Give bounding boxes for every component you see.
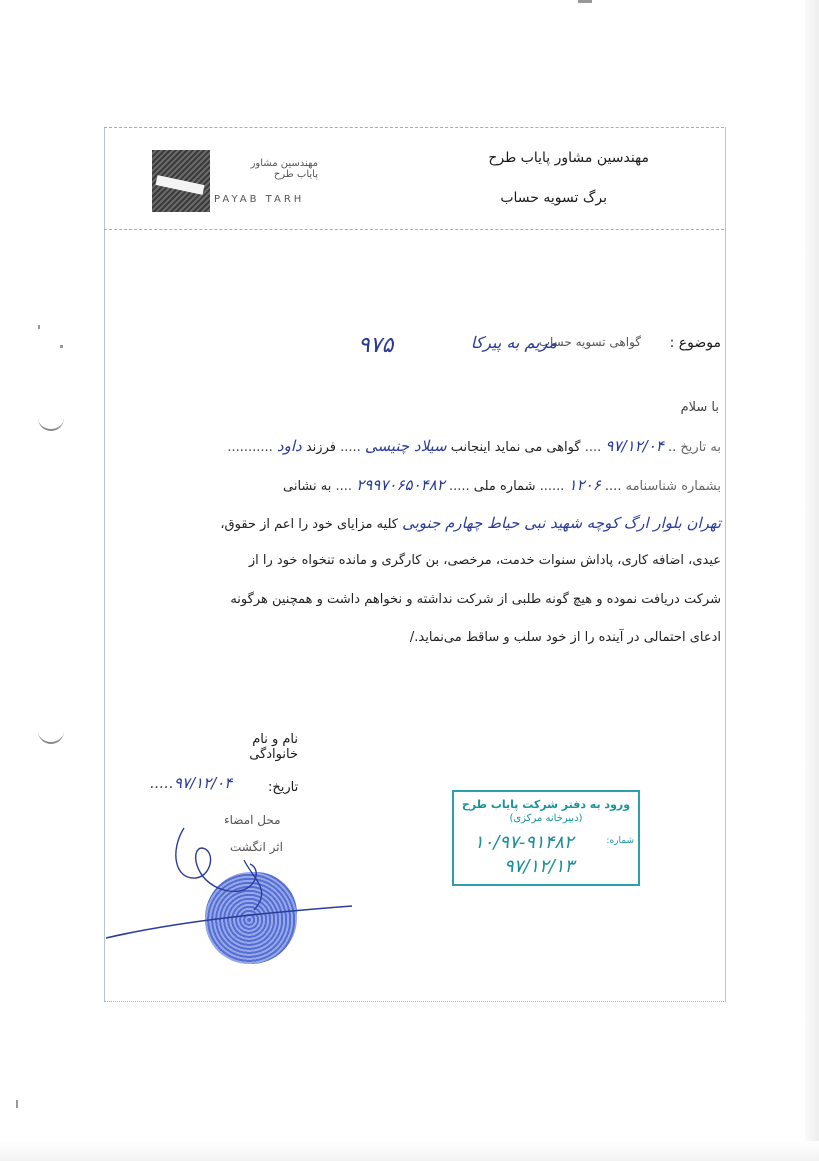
scan-bottom-edge bbox=[0, 1141, 819, 1161]
line1-name: سیلاد چنیسی bbox=[364, 437, 447, 455]
punch-hole-top bbox=[38, 415, 64, 431]
line2-text-b: شماره ملی bbox=[473, 479, 536, 494]
stamp-number-label: شماره: bbox=[606, 836, 634, 846]
signature-name-label: نام و نام خانوادگی bbox=[249, 732, 298, 762]
stamp-date-value: ۹۷/۱۲/۱۳ bbox=[504, 856, 575, 877]
greeting: با سلام bbox=[680, 400, 719, 415]
stamp-number-value: ۱۰/۹۷-۹۱۴۸۲ bbox=[474, 832, 574, 853]
line2-id-number: ۱۲۰۶ bbox=[568, 476, 601, 494]
reception-stamp bbox=[452, 790, 640, 886]
body-line-5: شرکت دریافت نموده و هیچ گونه طلبی از شرکت نداشته و نخواهم داشت و همچنین هرگونه bbox=[230, 592, 721, 607]
header-top-rule bbox=[104, 127, 724, 128]
line2-text-a: بشماره شناسنامه bbox=[625, 479, 721, 494]
header-bottom-rule bbox=[104, 229, 724, 230]
signature-date-value: .....۹۷/۱۲/۰۴ bbox=[150, 774, 233, 792]
stamp-line-2: (دبیرخانه مرکزی) bbox=[509, 813, 583, 824]
scan-speck bbox=[38, 325, 40, 329]
subject-label: موضوع : bbox=[669, 335, 721, 351]
line1-date: ۹۷/۱۲/۰۴ bbox=[605, 437, 664, 455]
scan-edge bbox=[805, 0, 819, 1161]
thumbprint-label: اثر انگشت bbox=[230, 840, 283, 854]
logo-latin-text: PAYAB TARH bbox=[214, 194, 305, 205]
subject-handwritten-name: مریم به پیرکا bbox=[470, 333, 557, 352]
punch-hole-bottom bbox=[38, 728, 64, 744]
body-line-1: به تاریخ .. ۹۷/۱۲/۰۴ .... گواهی می نماید اینجانب سیلاد چنیسی ..... فرزند داود ........... bbox=[227, 437, 721, 455]
stamp-line-1: ورود به دفتر شرکت پایاب طرح bbox=[461, 798, 631, 811]
subject-handwritten-number: ۹۷۵ bbox=[358, 333, 394, 358]
line3-text-b: کلیه مزایای خود را اعم از حقوق، bbox=[220, 517, 398, 532]
company-logo-icon bbox=[152, 150, 210, 212]
logo-stripe bbox=[155, 175, 204, 195]
line1-text-b: گواهی می نماید اینجانب bbox=[450, 440, 581, 455]
scan-speck bbox=[60, 345, 63, 348]
line1-text-c: فرزند bbox=[305, 440, 336, 455]
body-line-3 bbox=[220, 514, 721, 532]
document-type: برگ تسویه حساب bbox=[500, 190, 607, 206]
line2-national-id: ۲۹۹۷۰۶۵۰۴۸۲ bbox=[356, 476, 445, 494]
body-line-6: ادعای احتمالی در آینده را از خود سلب و ساقط می‌نماید./ bbox=[409, 630, 721, 645]
signature-place-label: محل امضاء bbox=[224, 813, 281, 827]
signature-date-hand: ۹۷/۱۲/۰۴ bbox=[173, 774, 233, 792]
footer-rule bbox=[104, 1001, 724, 1002]
handwritten-signature bbox=[104, 820, 364, 950]
subject-printed: گواهی تسویه حساب bbox=[538, 335, 641, 349]
body-line-2: بشماره شناسنامه .... ۱۲۰۶ ...... شماره ملی ..... ۲۹۹۷۰۶۵۰۴۸۲ .... به نشانی bbox=[283, 476, 721, 494]
body-line-4: عیدی، اضافه کاری، پاداش سنوات خدمت، مرخصی، بن کارگری و مانده تنخواه خود را از bbox=[248, 553, 721, 568]
scan-speck bbox=[16, 1100, 18, 1108]
company-name: مهندسین مشاور پایاب طرح bbox=[488, 150, 649, 166]
logo-persian-text: مهندسین مشاور پایاب طرح bbox=[250, 158, 318, 180]
line1-father: داود bbox=[276, 437, 302, 455]
line2-text-c: به نشانی bbox=[283, 479, 332, 494]
scan-speck bbox=[578, 0, 592, 3]
line3-address: تهران بلوار ارگ کوچه شهید نبی حیاط چهارم جنوبی bbox=[402, 514, 721, 532]
signature-date-label: تاریخ: bbox=[268, 780, 299, 795]
line1-text-a: به تاریخ bbox=[680, 440, 721, 455]
